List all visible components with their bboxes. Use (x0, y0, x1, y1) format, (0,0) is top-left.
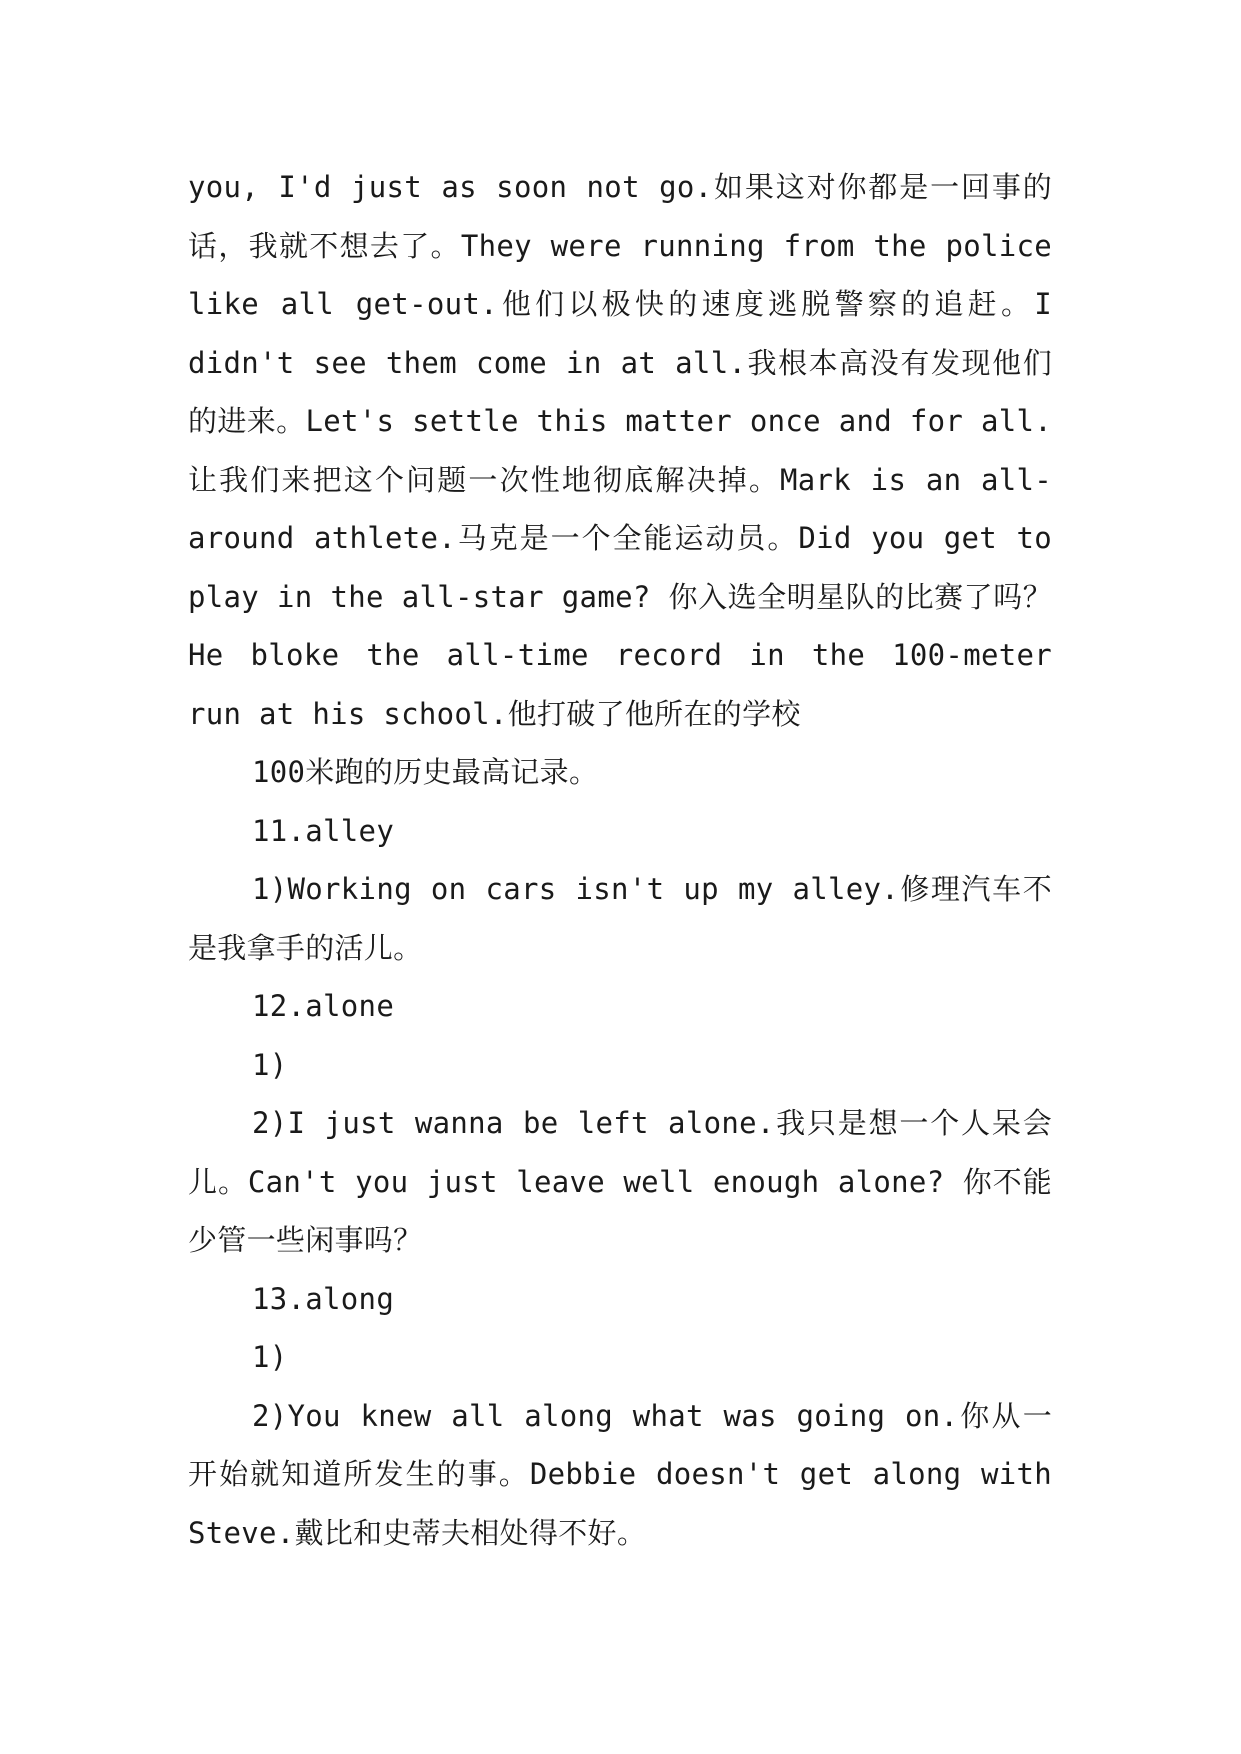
paragraph-along-example: 2)You knew all along what was going on.你从一开始就知道所发生的事。Debbie doesn't get along with Steve.戴比和史蒂夫相处得不好。 (188, 1398, 1052, 1550)
paragraph-100m-record: 100米跑的历史最高记录。 (252, 755, 599, 789)
paragraph-alone-example: 2)I just wanna be left alone.我只是想一个人呆会儿。Can't you just leave well enough alone? 你不能少管一些闲事吗？ (188, 1106, 1052, 1257)
heading-alone: 12.alone (252, 989, 395, 1023)
paragraph-all-examples: you, I'd just as soon not go.如果这对你都是一回事的话，我就不想去了。They were running from the police like all get-out.他们以极快的速度逃脱警察的追赶。I didn't see them come in at all.我根本高没有发现他们的进来。Let's settle this matter once and for all.让我们来把这个问题一次性地彻底解决掉。Mark is an all-around athlete.马克是一个全能运动员。Did you get to play in the all-star game? 你入选全明星队的比赛了吗？He bloke the all-time record in the 100-meter run at his school.他打破了他所在的学校 (188, 170, 1052, 731)
along-item-1: 1) (252, 1340, 288, 1374)
heading-along: 13.along (252, 1281, 395, 1316)
alone-item-1: 1) (252, 1047, 288, 1082)
paragraph-alley-example: 1)Working on cars isn't up my alley.修理汽车不是我拿手的活儿。 (188, 872, 1052, 965)
heading-alley: 11.alley (252, 813, 395, 848)
document-body (188, 158, 1052, 1562)
